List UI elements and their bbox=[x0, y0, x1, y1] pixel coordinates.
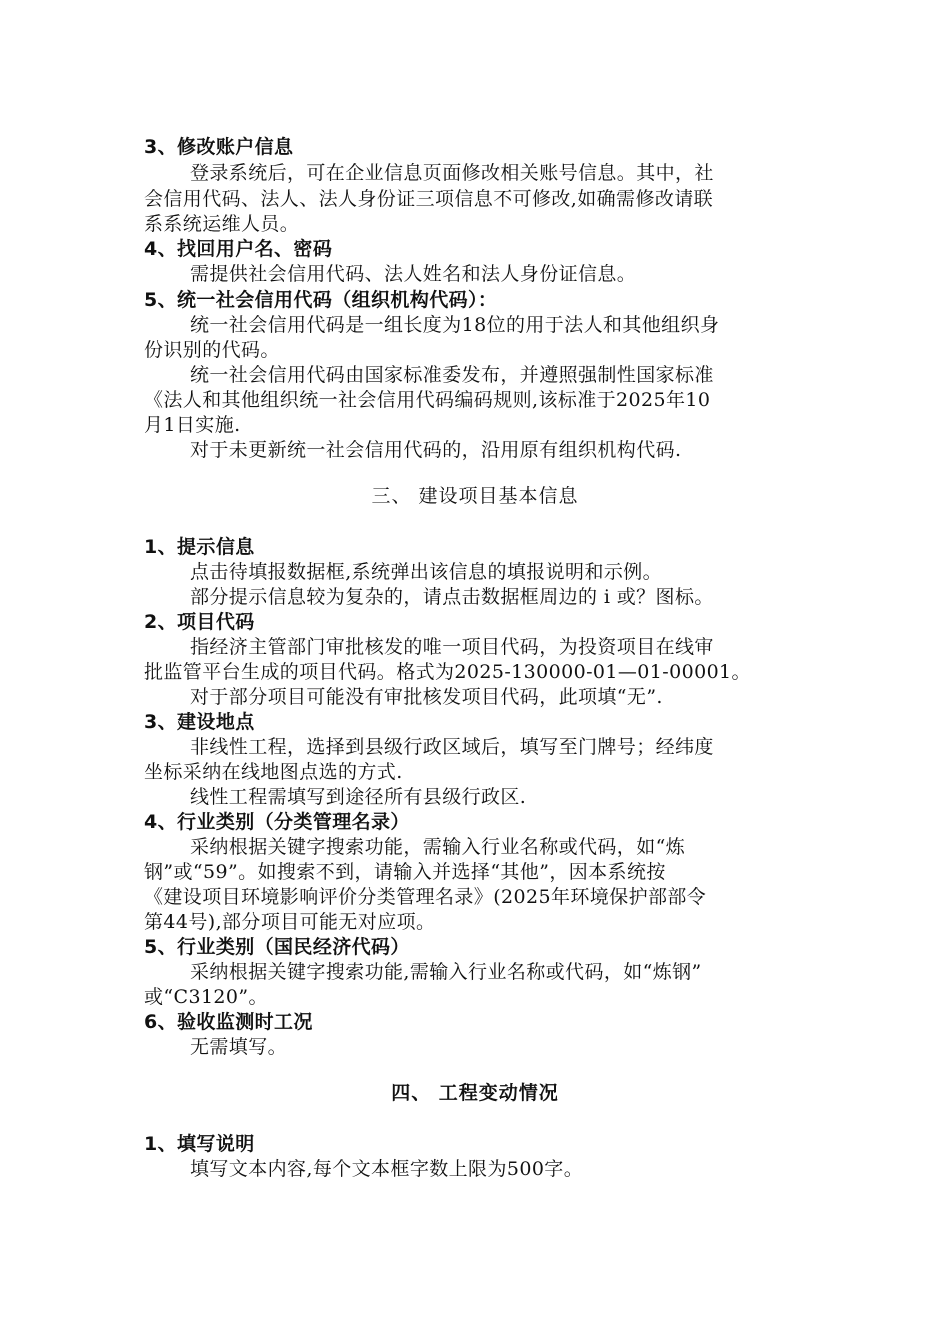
heading-modify-account: 3、修改账户信息 bbox=[144, 136, 294, 158]
heading-fill-instructions: 1、填写说明 bbox=[144, 1133, 255, 1155]
paragraph-line: 统一社会信用代码由国家标准委发布，并遵照强制性国家标准 bbox=[190, 364, 714, 386]
paragraph-line: 《法人和其他组织统一社会信用代码编码规则,该标准于2025年10 bbox=[144, 389, 711, 411]
paragraph-line: 非线性工程，选择到县级行政区域后，填写至门牌号；经纬度 bbox=[190, 736, 714, 758]
paragraph-line: 填写文本内容,每个文本框字数上限为500字。 bbox=[190, 1158, 584, 1180]
heading-hint-info: 1、提示信息 bbox=[144, 536, 255, 558]
heading-acceptance-monitoring: 6、验收监测时工况 bbox=[144, 1011, 313, 1033]
paragraph-line: 统一社会信用代码是一组长度为18位的用于法人和其他组织身 bbox=[190, 314, 720, 336]
paragraph-line: 采纳根据关键字搜索功能,需输入行业名称或代码，如“炼钢” bbox=[190, 961, 702, 983]
paragraph-line: 点击待填报数据框,系统弹出该信息的填报说明和示例。 bbox=[190, 561, 663, 583]
paragraph-line: 登录系统后，可在企业信息页面修改相关账号信息。其中，社 bbox=[190, 162, 714, 184]
paragraph-line: 月1日实施. bbox=[144, 414, 241, 436]
paragraph-line: 第44号),部分项目可能无对应项。 bbox=[144, 911, 436, 933]
paragraph-line: 对于未更新统一社会信用代码的，沿用原有组织机构代码. bbox=[190, 439, 682, 461]
paragraph-line: 《建设项目环境影响评价分类管理名录》(2025年环境保护部部令 bbox=[144, 886, 707, 908]
heading-industry-category-economic: 5、行业类别（国民经济代码） bbox=[144, 936, 410, 958]
paragraph-line: 或“C3120”。 bbox=[144, 986, 268, 1008]
paragraph-line: 需提供社会信用代码、法人姓名和法人身份证信息。 bbox=[190, 263, 637, 285]
heading-project-code: 2、项目代码 bbox=[144, 611, 255, 633]
paragraph-line: 对于部分项目可能没有审批核发项目代码，此项填“无”. bbox=[190, 686, 663, 708]
paragraph-line: 系系统运维人员。 bbox=[144, 213, 300, 235]
paragraph-line: 坐标采纳在线地图点选的方式. bbox=[144, 761, 403, 783]
paragraph-line: 批监管平台生成的项目代码。格式为2025-130000-01—01-00001。 bbox=[144, 661, 751, 683]
paragraph-line: 线性工程需填写到途径所有县级行政区. bbox=[190, 786, 527, 808]
paragraph-line: 份识别的代码。 bbox=[144, 339, 280, 361]
section-title-engineering-changes: 四、 工程变动情况 bbox=[391, 1082, 559, 1104]
heading-credit-code: 5、统一社会信用代码（组织机构代码）： bbox=[144, 289, 498, 311]
paragraph-line: 部分提示信息较为复杂的，请点击数据框周边的 i 或？图标。 bbox=[190, 586, 714, 608]
heading-recover-credentials: 4、找回用户名、密码 bbox=[144, 238, 333, 260]
paragraph-line: 指经济主管部门审批核发的唯一项目代码，为投资项目在线审 bbox=[190, 636, 714, 658]
paragraph-line: 钢”或“59”。如搜索不到，请输入并选择“其他”，因本系统按 bbox=[144, 861, 666, 883]
heading-industry-category-directory: 4、行业类别（分类管理名录） bbox=[144, 811, 410, 833]
paragraph-line: 无需填写。 bbox=[190, 1036, 288, 1058]
paragraph-line: 会信用代码、法人、法人身份证三项信息不可修改,如确需修改请联 bbox=[144, 188, 714, 210]
paragraph-line: 采纳根据关键字搜索功能，需输入行业名称或代码，如“炼 bbox=[190, 836, 686, 858]
heading-construction-site: 3、建设地点 bbox=[144, 711, 255, 733]
section-title-project-info: 三、 建设项目基本信息 bbox=[371, 485, 579, 507]
